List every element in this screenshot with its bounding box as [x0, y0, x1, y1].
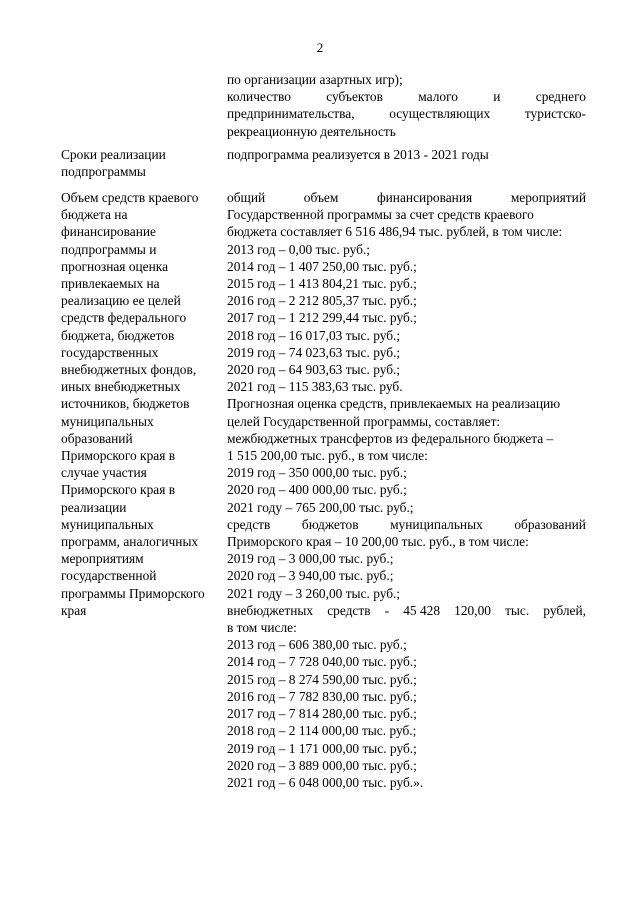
- label-line: Приморского края в: [61, 482, 176, 498]
- offbudget-year-line: 2019 год – 1 171 000,00 тыс. руб.;: [227, 740, 417, 756]
- regional-year-line: 2017 год – 1 212 299,44 тыс. руб.;: [227, 310, 417, 326]
- label-line: реализации: [61, 499, 127, 515]
- federal-year-line: 2021 году – 765 200,00 тыс. руб.;: [227, 499, 414, 515]
- regional-year-line: 2020 год – 64 903,63 тыс. руб.;: [227, 362, 401, 378]
- terms-value: [227, 146, 586, 163]
- label-line: бюджета, бюджетов: [61, 327, 175, 343]
- label-line: образований: [61, 430, 133, 446]
- funding-label: [61, 189, 221, 619]
- label-line: государственных: [61, 344, 159, 360]
- federal-year-line: 2020 год – 400 000,00 тыс. руб.;: [227, 482, 407, 498]
- label-line: бюджета на: [61, 207, 128, 223]
- label-line: Приморского края в: [61, 448, 176, 464]
- label-line: внебюджетных фондов,: [61, 362, 197, 378]
- offbudget-year-line: 2020 год – 3 889 000,00 тыс. руб.;: [227, 757, 417, 773]
- label-line: прогнозная оценка: [61, 258, 169, 274]
- word: -: [384, 602, 390, 618]
- word: туристско-: [524, 106, 586, 122]
- word: тыс.: [505, 602, 530, 618]
- funding-row: [61, 189, 586, 789]
- justified-line: [227, 602, 586, 619]
- text-line: 1 515 200,00 тыс. руб., в том числе:: [227, 448, 428, 464]
- offbudget-year-line: 2021 год – 6 048 000,00 тыс. руб.».: [227, 774, 424, 790]
- offbudget-year-line: 2018 год – 2 114 000,00 тыс. руб.;: [227, 723, 417, 739]
- label-line: программы Приморского: [61, 585, 205, 601]
- label-line: Сроки реализации: [61, 147, 166, 162]
- label-line: края: [61, 602, 87, 618]
- regional-year-line: 2018 год – 16 017,03 тыс. руб.;: [227, 327, 401, 343]
- text-line: в том числе:: [227, 620, 297, 636]
- label-line: подпрограммы и: [61, 241, 157, 257]
- justified-line: [227, 189, 586, 206]
- offbudget-year-line: 2016 год – 7 782 830,00 тыс. руб.;: [227, 688, 417, 704]
- word: осуществляющих: [389, 106, 491, 122]
- word: предпринимательства,: [227, 106, 355, 122]
- text-line: межбюджетных трансфертов из федерального бюджета –: [227, 430, 554, 446]
- word: среднего: [535, 89, 586, 105]
- text-line: подпрограмма реализуется в 2013 - 2021 годы: [227, 147, 489, 162]
- word: рублей,: [543, 602, 586, 618]
- page-number: 2: [316, 40, 324, 55]
- text-line: рекреационную деятельность: [227, 123, 396, 139]
- label-line: Объем средств краевого: [61, 190, 199, 205]
- text-line: Приморского края – 10 200,00 тыс. руб., в том числе:: [227, 534, 529, 550]
- text-line: целей Государственной программы, составляет:: [227, 413, 501, 429]
- word: внебюджетных: [227, 602, 314, 618]
- text-line: бюджета составляет 6 516 486,94 тыс. рублей, в том числе:: [227, 224, 563, 240]
- municipal-year-line: 2020 год – 3 940,00 тыс. руб.;: [227, 568, 394, 584]
- justified-line: [227, 516, 586, 533]
- word: 45 428: [403, 602, 441, 618]
- word: бюджетов: [301, 516, 359, 532]
- label-line: финансирование: [61, 224, 156, 240]
- justified-line: [227, 88, 586, 105]
- word: средств: [227, 516, 271, 532]
- regional-year-line: 2013 год – 0,00 тыс. руб.;: [227, 241, 370, 257]
- label-line: средств федерального: [61, 310, 187, 326]
- offbudget-year-line: 2014 год – 7 728 040,00 тыс. руб.;: [227, 654, 417, 670]
- word: объем: [303, 190, 339, 205]
- word: муниципальных: [390, 516, 483, 532]
- municipal-year-line: 2019 год – 3 000,00 тыс. руб.;: [227, 551, 394, 567]
- justified-line: [227, 105, 586, 122]
- label-line: подпрограммы: [61, 164, 146, 180]
- regional-year-line: 2014 год – 1 407 250,00 тыс. руб.;: [227, 258, 417, 274]
- word: образований: [514, 516, 586, 532]
- label-line: иных внебюджетных: [61, 379, 181, 395]
- word: общий: [227, 190, 266, 205]
- terms-label: [61, 146, 221, 180]
- word: малого: [418, 89, 458, 105]
- terms-row: [61, 146, 586, 186]
- word: финансирования: [376, 190, 473, 205]
- text-line: Государственной программы за счет средств краевого: [227, 207, 534, 223]
- municipal-year-line: 2021 году – 3 260,00 тыс. руб.;: [227, 585, 401, 601]
- label-line: случае участия: [61, 465, 147, 481]
- word: средств: [327, 602, 371, 618]
- word: мероприятий: [510, 190, 586, 205]
- regional-year-line: 2021 год – 115 383,63 тыс. руб.: [227, 379, 403, 395]
- word: субъектов: [326, 89, 383, 105]
- word: и: [493, 89, 501, 105]
- label-line: муниципальных: [61, 413, 154, 429]
- word: 120,00: [454, 602, 491, 618]
- federal-year-line: 2019 год – 350 000,00 тыс. руб.;: [227, 465, 407, 481]
- label-line: программ, аналогичных: [61, 534, 199, 550]
- label-line: муниципальных: [61, 516, 154, 532]
- funding-value: [227, 189, 586, 791]
- label-line: реализацию ее целей: [61, 293, 181, 309]
- word: количество: [227, 89, 291, 105]
- offbudget-year-line: 2015 год – 8 274 590,00 тыс. руб.;: [227, 671, 417, 687]
- regional-year-line: 2016 год – 2 212 805,37 тыс. руб.;: [227, 293, 417, 309]
- regional-year-line: 2019 год – 74 023,63 тыс. руб.;: [227, 344, 401, 360]
- text-line: Прогнозная оценка средств, привлекаемых на реализацию: [227, 396, 561, 412]
- label-line: источников, бюджетов: [61, 396, 190, 412]
- label-line: государственной: [61, 568, 157, 584]
- regional-year-line: 2015 год – 1 413 804,21 тыс. руб.;: [227, 276, 417, 292]
- label-line: привлекаемых на: [61, 276, 160, 292]
- offbudget-year-line: 2017 год – 7 814 280,00 тыс. руб.;: [227, 706, 417, 722]
- label-line: мероприятиям: [61, 551, 144, 567]
- previous-row-continuation: [227, 71, 586, 140]
- text-line: по организации азартных игр);: [227, 72, 403, 87]
- offbudget-year-line: 2013 год – 606 380,00 тыс. руб.;: [227, 637, 407, 653]
